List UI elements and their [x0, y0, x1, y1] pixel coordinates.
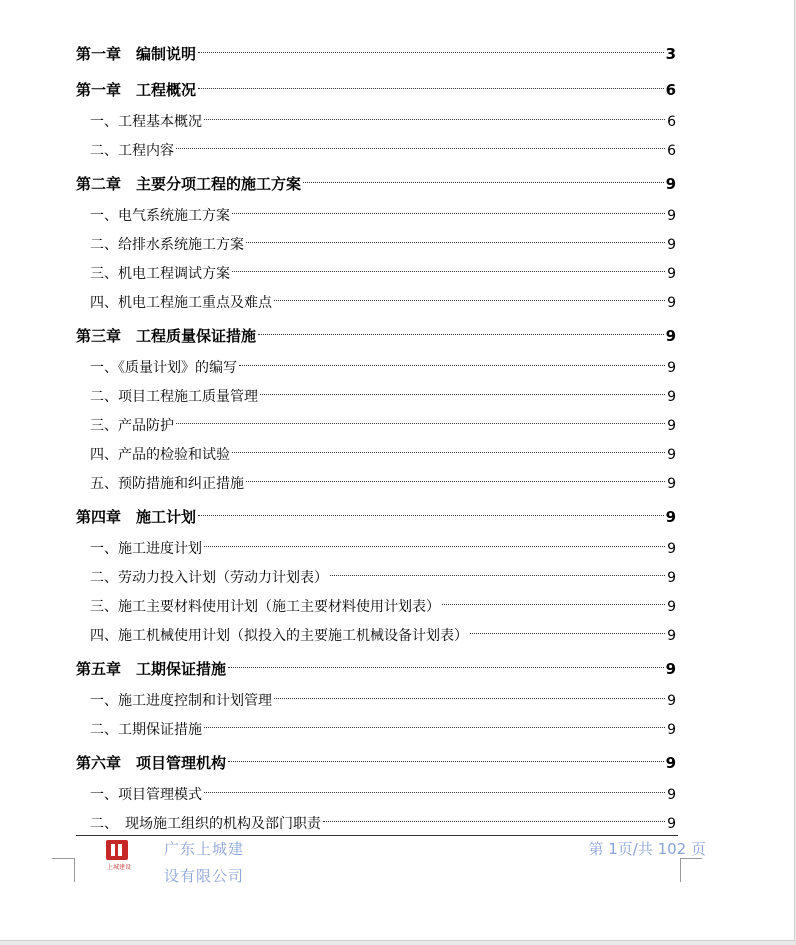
toc-page-number: 9 — [667, 266, 676, 282]
toc-dot-leader — [204, 792, 665, 793]
toc-entry-title: 一、项目管理模式 — [90, 787, 202, 803]
toc-section-entry[interactable] — [76, 289, 676, 318]
toc-chapter-entry[interactable] — [76, 499, 676, 535]
toc-dot-leader — [228, 667, 664, 668]
toc-page-number: 9 — [667, 295, 676, 311]
toc-entry-title: 三、机电工程调试方案 — [90, 266, 230, 282]
toc-entry-title: 二、工期保证措施 — [90, 722, 202, 738]
toc-section-entry[interactable] — [76, 622, 676, 651]
toc-dot-leader — [232, 271, 665, 272]
toc-entry-title: 二、工程内容 — [90, 143, 174, 159]
toc-entry-title: 一、《质量计划》的编写 — [90, 360, 237, 376]
toc-section-entry[interactable] — [76, 535, 676, 564]
toc-section-entry[interactable] — [76, 716, 676, 745]
toc-page-number: 9 — [667, 541, 676, 557]
company-name-line-2: 设有限公司 — [164, 867, 245, 885]
toc-page-number: 9 — [667, 787, 676, 803]
toc-entry-title: 第六章 项目管理机构 — [76, 754, 227, 772]
toc-dot-leader — [442, 604, 665, 605]
toc-section-entry[interactable] — [76, 354, 676, 383]
toc-section-entry[interactable] — [76, 441, 676, 470]
toc-section-entry[interactable] — [76, 202, 676, 231]
toc-dot-leader — [198, 52, 664, 53]
toc-chapter-entry[interactable] — [76, 36, 676, 72]
toc-dot-leader — [274, 698, 665, 699]
toc-section-entry[interactable] — [76, 137, 676, 166]
toc-section-entry[interactable] — [76, 564, 676, 593]
toc-entry-title: 二、劳动力投入计划（劳动力计划表） — [90, 570, 328, 586]
toc-entry-title: 第一章 编制说明 — [76, 45, 197, 63]
toc-page-number: 9 — [665, 327, 676, 345]
toc-page-number: 9 — [665, 508, 676, 526]
toc-chapter-entry[interactable] — [76, 166, 676, 202]
toc-page-number: 9 — [667, 722, 676, 738]
toc-page-number: 9 — [667, 628, 676, 644]
crop-mark-right — [680, 858, 702, 859]
toc-dot-leader — [470, 633, 665, 634]
toc-dot-leader — [303, 182, 664, 183]
toc-entry-title: 二、 现场施工组织的机构及部门职责 — [90, 816, 321, 832]
toc-entry-title: 第五章 工期保证措施 — [76, 660, 227, 678]
toc-page-number: 9 — [667, 360, 676, 376]
toc-entry-title: 一、施工进度计划 — [90, 541, 202, 557]
logo-text: 上城建设 — [106, 864, 131, 871]
toc-section-entry[interactable] — [76, 108, 676, 137]
toc-entry-title: 四、机电工程施工重点及难点 — [90, 295, 272, 311]
toc-dot-leader — [323, 821, 665, 822]
toc-section-entry[interactable] — [76, 781, 676, 810]
logo-mark — [106, 840, 128, 860]
table-of-contents — [76, 36, 676, 839]
toc-page-number: 9 — [667, 816, 676, 832]
toc-section-entry[interactable] — [76, 231, 676, 260]
toc-dot-leader — [228, 761, 664, 762]
toc-page-number: 9 — [667, 447, 676, 463]
toc-section-entry[interactable] — [76, 470, 676, 499]
toc-page-number: 9 — [665, 660, 676, 678]
toc-entry-title: 一、电气系统施工方案 — [90, 208, 230, 224]
toc-chapter-entry[interactable] — [76, 72, 676, 108]
crop-mark-left — [52, 858, 74, 859]
toc-dot-leader — [176, 148, 665, 149]
toc-dot-leader — [239, 365, 665, 366]
toc-dot-leader — [330, 575, 665, 576]
toc-entry-title: 二、项目工程施工质量管理 — [90, 389, 258, 405]
toc-dot-leader — [246, 481, 665, 482]
toc-dot-leader — [204, 119, 665, 120]
toc-section-entry[interactable] — [76, 687, 676, 716]
toc-section-entry[interactable] — [76, 412, 676, 441]
toc-dot-leader — [204, 727, 665, 728]
toc-dot-leader — [260, 394, 665, 395]
crop-mark-right-vertical — [680, 858, 681, 882]
toc-page-number: 9 — [667, 476, 676, 492]
toc-page-number: 9 — [665, 754, 676, 772]
toc-entry-title: 四、产品的检验和试验 — [90, 447, 230, 463]
company-logo — [104, 840, 132, 872]
toc-page-number: 9 — [667, 599, 676, 615]
toc-page-number: 9 — [667, 418, 676, 434]
toc-page-number: 9 — [665, 175, 676, 193]
toc-dot-leader — [274, 300, 665, 301]
toc-page-number: 9 — [667, 237, 676, 253]
toc-page-number: 6 — [665, 81, 676, 99]
toc-entry-title: 三、施工主要材料使用计划（施工主要材料使用计划表） — [90, 599, 440, 615]
toc-dot-leader — [176, 423, 665, 424]
toc-entry-title: 一、施工进度控制和计划管理 — [90, 693, 272, 709]
toc-section-entry[interactable] — [76, 593, 676, 622]
toc-entry-title: 五、预防措施和纠正措施 — [90, 476, 244, 492]
toc-page-number: 6 — [667, 143, 676, 159]
toc-dot-leader — [232, 452, 665, 453]
toc-page-number: 9 — [667, 208, 676, 224]
toc-page-number: 9 — [667, 693, 676, 709]
toc-entry-title: 第一章 工程概况 — [76, 81, 197, 99]
toc-dot-leader — [204, 546, 665, 547]
toc-entry-title: 四、施工机械使用计划（拟投入的主要施工机械设备计划表） — [90, 628, 468, 644]
toc-section-entry[interactable] — [76, 383, 676, 412]
toc-entry-title: 一、工程基本概况 — [90, 114, 202, 130]
company-name — [164, 836, 274, 890]
toc-dot-leader — [258, 334, 664, 335]
toc-entry-title: 第二章 主要分项工程的施工方案 — [76, 175, 302, 193]
toc-page-number: 9 — [667, 570, 676, 586]
toc-dot-leader — [232, 213, 665, 214]
toc-section-entry[interactable] — [76, 260, 676, 289]
toc-page-number: 6 — [667, 114, 676, 130]
toc-chapter-entry[interactable] — [76, 651, 676, 687]
toc-entry-title: 三、产品防护 — [90, 418, 174, 434]
toc-dot-leader — [246, 242, 665, 243]
toc-page-number: 3 — [665, 45, 676, 63]
page-number-info: 第 1页/共 102 页 — [588, 840, 706, 858]
toc-dot-leader — [198, 88, 664, 89]
toc-page-number: 9 — [667, 389, 676, 405]
toc-entry-title: 第四章 施工计划 — [76, 508, 197, 526]
crop-mark-left-vertical — [74, 858, 75, 882]
toc-chapter-entry[interactable] — [76, 745, 676, 781]
toc-entry-title: 第三章 工程质量保证措施 — [76, 327, 257, 345]
toc-chapter-entry[interactable] — [76, 318, 676, 354]
toc-dot-leader — [198, 515, 664, 516]
toc-entry-title: 二、给排水系统施工方案 — [90, 237, 244, 253]
company-name-line-1: 广东上城建 — [164, 840, 245, 858]
